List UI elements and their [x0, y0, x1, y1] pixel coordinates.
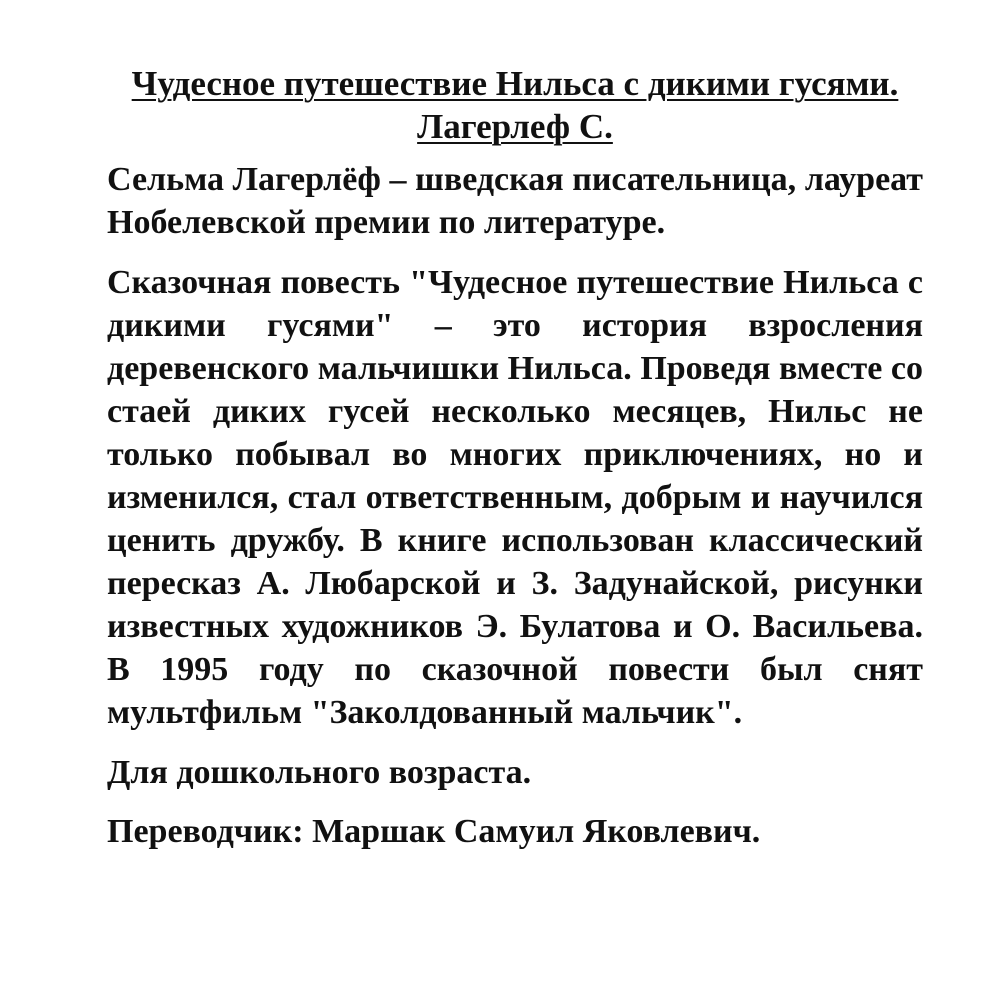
document-page — [107, 62, 923, 853]
book-description-paragraph: Сказочная повесть "Чудесное путешествие Нильса с дикими гусями" – это история взросления деревенского мальчишки Нильса. Проведя вместе со стаей диких гусей несколько месяцев, Нильс не только побывал во многих приключениях, но и изменился, стал ответственным, добрым и научился ценить дружбу. В книге использован классический пересказ А. Любарской и З. Задунайской, рисунки известных художников Э. Булатова и О. Васильева. В 1995 году по сказочной повести был снят мультфильм "Заколдованный мальчик". — [107, 264, 923, 731]
document-title: Чудесное путешествие Нильса с дикими гусями. Лагерлеф С. — [131, 64, 899, 146]
author-intro-paragraph: Сельма Лагерлёф – шведская писательница, лауреат Нобелевской премии по литературе. — [107, 161, 923, 241]
translator-paragraph: Переводчик: Маршак Самуил Яковлевич. — [107, 813, 761, 850]
age-category-paragraph: Для дошкольного возраста. — [107, 754, 532, 791]
